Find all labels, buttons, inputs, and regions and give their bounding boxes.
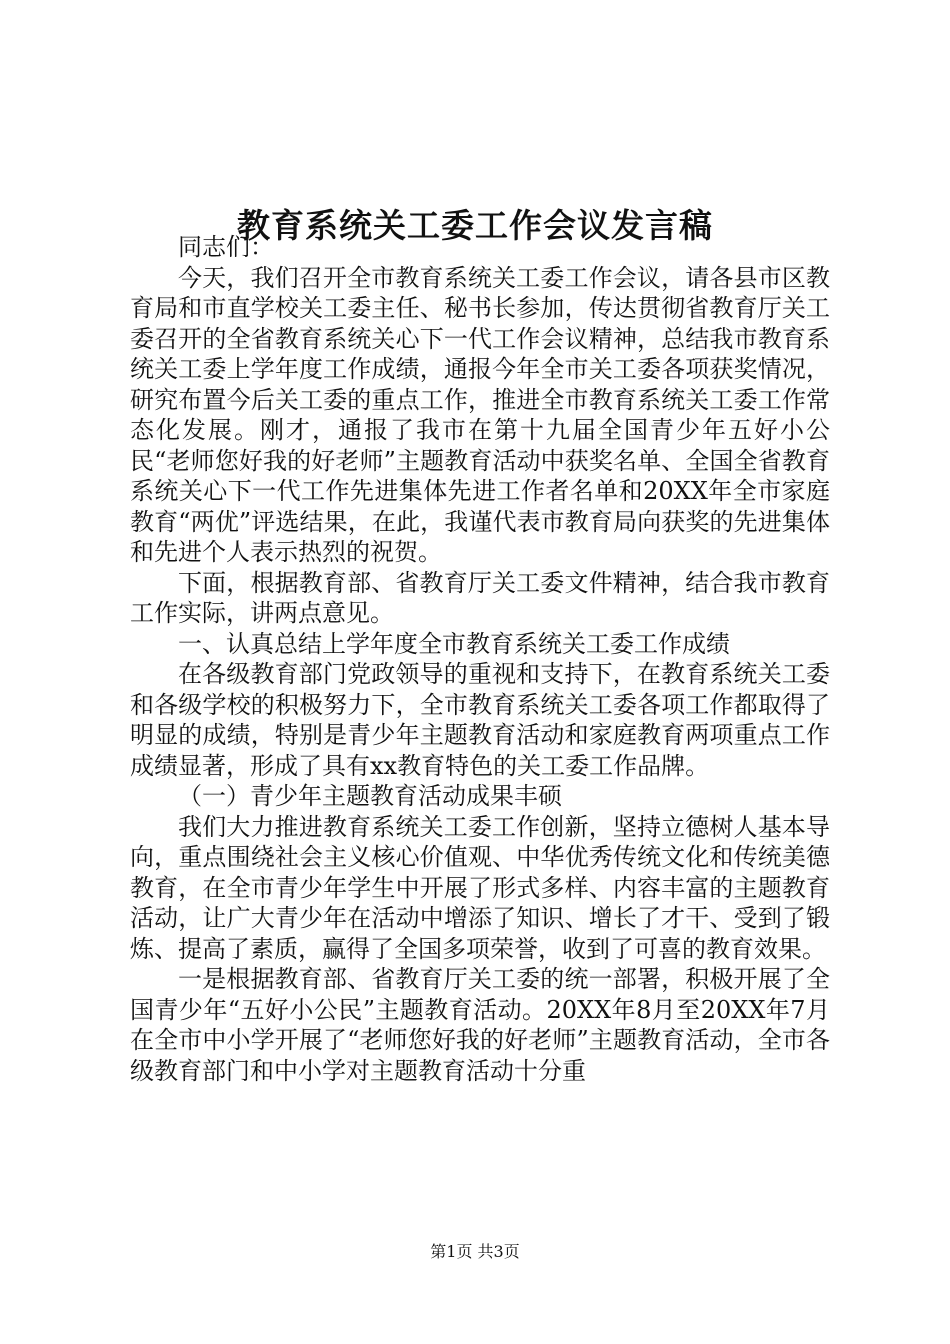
section-heading: 一、认真总结上学年度全市教育系统关工委工作成绩 bbox=[178, 629, 730, 658]
body-paragraph: 在各级教育部门党政领导的重视和支持下，在教育系统关工委和各级学校的积极努力下，全市教育系统关工委各项工作都取得了明显的成绩，特别是青少年主题教育活动和家庭教育两项重点工作成绩显著，形成了具有xx教育特色的关工委工作品牌。 bbox=[130, 660, 830, 780]
body-paragraph: 一是根据教育部、省教育厅关工委的统一部署，积极开展了全国青少年“五好小公民”主题教育活动。20XX年8月至20XX年7月在全市中小学开展了“老师您好我的好老师”主题教育活动，全市各级教育部门和中小学对主题教育活动十分重 bbox=[130, 965, 830, 1085]
body-paragraph: 我们大力推进教育系统关工委工作创新，坚持立德树人基本导向，重点围绕社会主义核心价值观、中华优秀传统文化和传统美德教育，在全市青少年学生中开展了形式多样、内容丰富的主题教育活动，让广大青少年在活动中增添了知识、增长了才干、受到了锻炼、提高了素质，赢得了全国多项荣誉，收到了可喜的教育效果。 bbox=[130, 812, 830, 963]
salutation-paragraph: 同志们： bbox=[178, 233, 274, 261]
subsection-heading: （一）青少年主题教育活动成果丰硕 bbox=[178, 782, 562, 810]
intro-paragraph: 下面，根据教育部、省教育厅关工委文件精神，结合我市教育工作实际，讲两点意见。 bbox=[130, 568, 830, 627]
document-title: 教育系统关工委工作会议发言稿 bbox=[237, 206, 713, 246]
document-body bbox=[130, 232, 830, 1086]
page-number-footer: 第1页 共3页 bbox=[430, 1242, 520, 1261]
opening-paragraph: 今天，我们召开全市教育系统关工委工作会议，请各县市区教育局和市直学校关工委主任、秘书长参加，传达贯彻省教育厅关工委召开的全省教育系统关心下一代工作会议精神，总结我市教育系统关工委上学年度工作成绩，通报今年全市关工委各项获奖情况，研究布置今后关工委的重点工作，推进全市教育系统关工委工作常态化发展。刚才，通报了我市在第十九届全国青少年五好小公民“老师您好我的好老师”主题教育活动中获奖名单、全国全省教育系统关心下一代工作先进集体先进工作者名单和20XX年全市家庭教育“两优”评选结果，在此，我谨代表市教育局向获奖的先进集体和先进个人表示热烈的祝贺。 bbox=[130, 263, 830, 566]
